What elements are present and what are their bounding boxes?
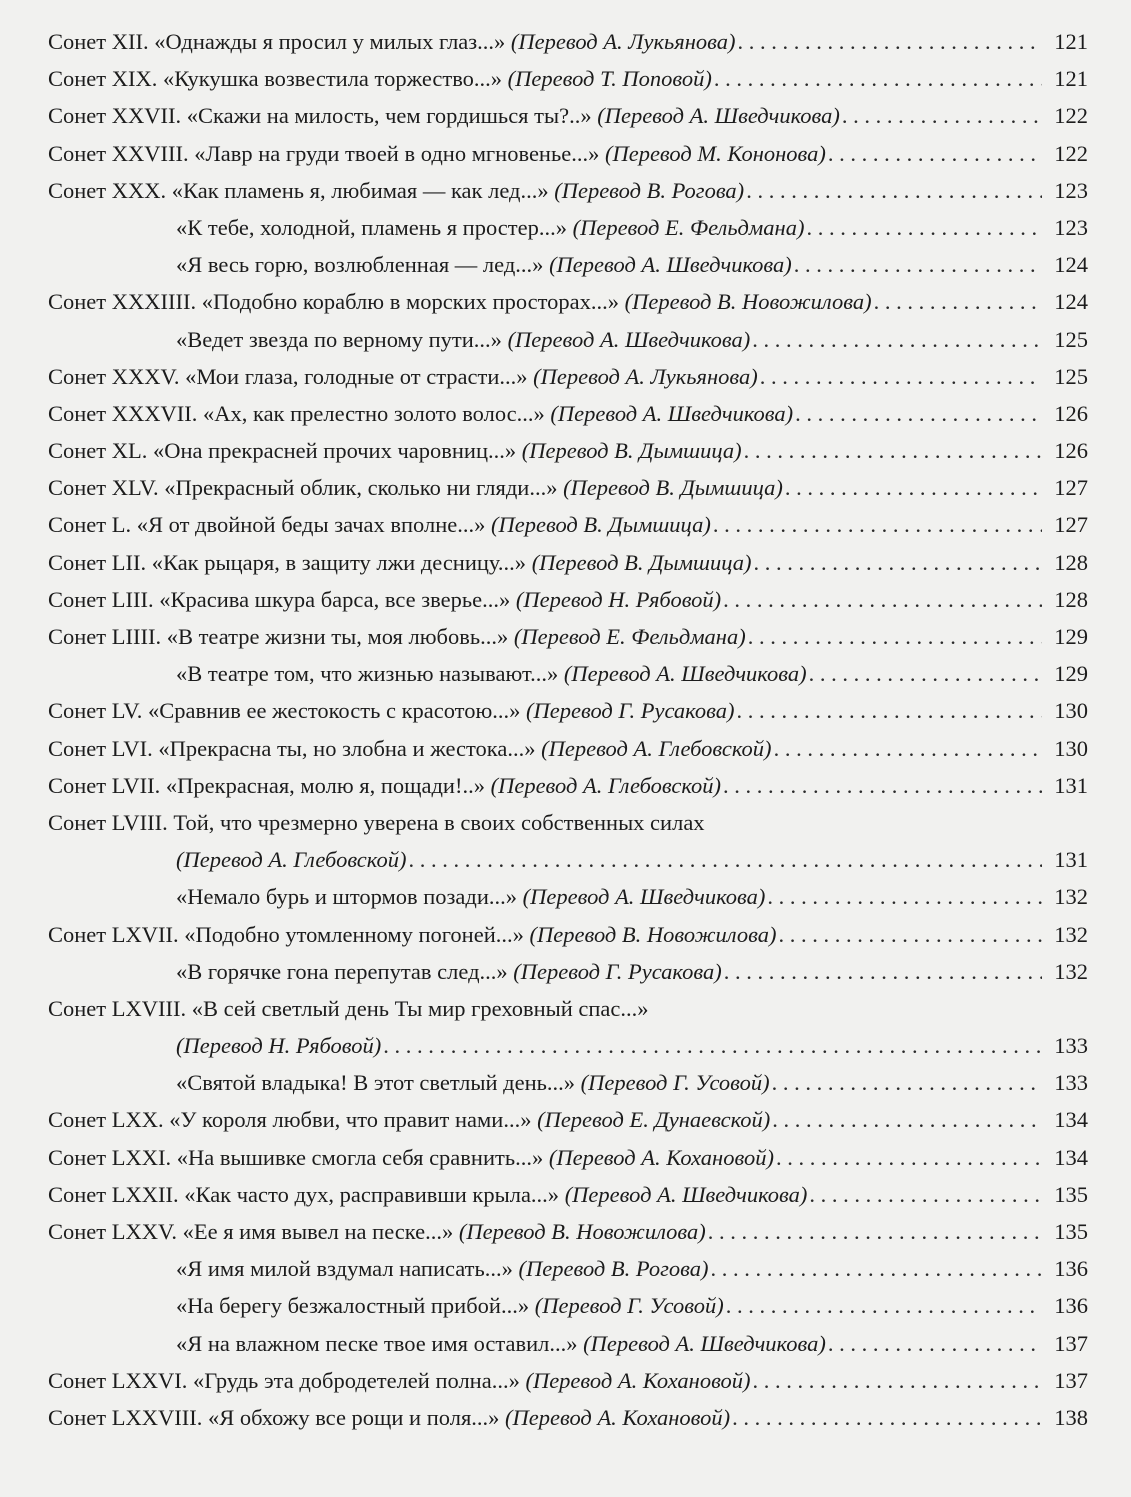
sonnet-title: «В театре том, что жизнью называют...» [176,661,564,687]
sonnet-number: Сонет LXXI. [48,1144,177,1170]
dot-leader [776,1139,1042,1176]
page-number: 126 [1054,438,1088,464]
dot-leader [748,618,1042,655]
page-number: 126 [1054,400,1088,426]
toc-entry [48,916,1088,953]
dot-leader [383,1027,1042,1064]
toc-entry-text [48,730,772,767]
page-number: 132 [1054,884,1088,910]
page-number: 127 [1054,512,1088,538]
page-number: 129 [1054,624,1088,649]
toc-entry-text [48,432,742,469]
toc-entry [48,990,1088,1027]
toc-entry-text [48,990,649,1027]
sonnet-number: Сонет LIIII. [48,624,167,649]
toc-entry-text [48,1139,774,1176]
sonnet-number: Сонет LVII. [48,772,166,798]
toc-entry-text [176,878,765,915]
translator-credit: (Перевод В. Новожилова) [624,289,872,315]
sonnet-title: «Как часто дух, расправивши крыла...» [184,1181,565,1207]
translator-credit: (Перевод М. Кононова) [604,140,826,166]
toc-entry-text [48,358,758,395]
toc-entry [48,1176,1088,1213]
translator-credit: (Перевод В. Рогова) [518,1256,709,1282]
sonnet-title: «Я имя милой вздумал написать...» [176,1256,519,1282]
page-number: 133 [1054,1070,1088,1096]
toc-entry [48,60,1088,97]
sonnet-title: «Подобно утомленному погоней...» [184,921,530,947]
page-number: 137 [1054,1367,1088,1393]
sonnet-number: Сонет LXXVI. [48,1367,193,1393]
toc-entry-text [48,506,711,543]
sonnet-title: «Прекрасная, молю я, пощади!..» [165,772,491,798]
dot-leader [736,692,1042,729]
toc-entry-text [48,97,840,134]
translator-credit: (Перевод А. Кохановой) [525,1367,751,1393]
translator-credit: (Перевод Е. Дунаевской) [537,1107,771,1133]
sonnet-title: «Я на влажном песке твое имя оставил...» [176,1330,584,1356]
sonnet-title: «Однажды я просил у милых глаз...» [154,29,511,54]
sonnet-number: Сонет LII. [48,549,152,575]
translator-credit: (Перевод В. Рогова) [554,177,745,203]
translator-credit: (Перевод А. Лукьянова) [510,29,736,54]
dot-leader [809,655,1042,692]
dot-leader [809,1176,1042,1213]
page-number: 123 [1054,214,1088,240]
toc-entry [48,1325,1088,1362]
page-number: 135 [1054,1181,1088,1207]
translator-credit: (Перевод А. Лукьянова) [533,363,758,389]
sonnet-title: «Кукушка возвестила торжество...» [162,66,508,92]
page-number: 134 [1054,1144,1088,1170]
translator-credit: (Перевод Н. Рябовой) [515,586,722,612]
toc-entry-text [48,1362,751,1399]
dot-leader [713,506,1042,543]
sonnet-title: «Сравнив ее жестокость с красотою...» [148,698,527,724]
page-number: 123 [1054,177,1088,203]
translator-credit: (Перевод Е. Фельдмана) [572,214,805,240]
toc-entry [48,506,1088,543]
dot-leader [795,395,1042,432]
toc-entry-text [48,1101,770,1138]
toc-entry-text [176,246,792,283]
toc-entry [48,172,1088,209]
dot-leader [744,432,1042,469]
sonnet-title: «В сей светлый день Ты мир греховный спас...» [191,995,649,1021]
translator-credit: (Перевод Е. Фельдмана) [513,624,746,649]
sonnet-title: «У короля любви, что правит нами...» [169,1107,538,1133]
toc-entry-text [48,1213,706,1250]
sonnet-number: Сонет LVIII. [48,809,174,835]
sonnet-title: «Я обхожу все рощи и поля...» [207,1404,506,1430]
dot-leader [753,1362,1042,1399]
dot-leader [785,469,1042,506]
sonnet-title: «Мои глаза, голодные от страсти...» [185,363,534,389]
translator-credit: (Перевод А. Глебовской) [541,735,772,761]
toc-entry-text [176,1027,381,1064]
sonnet-title: «Как пламень я, любимая — как лед...» [171,177,555,203]
page-number: 125 [1054,363,1088,389]
translator-credit: (Перевод А. Шведчикова) [549,252,792,278]
dot-leader [746,172,1042,209]
dot-leader [732,1399,1042,1436]
toc-entry [48,246,1088,283]
page-number: 132 [1054,921,1088,947]
dot-leader [708,1213,1042,1250]
dot-leader [723,581,1042,618]
sonnet-title: «К тебе, холодной, пламень я простер...» [176,214,573,240]
toc-entry-text [48,618,746,655]
toc-entry-text [176,1325,826,1362]
sonnet-title: «Подобно кораблю в морских просторах...» [201,289,625,315]
toc-entry [48,1064,1088,1101]
translator-credit: (Перевод А. Шведчикова) [597,103,840,129]
toc-entry [48,1101,1088,1138]
sonnet-number: Сонет LIII. [48,586,160,612]
toc-entry [48,23,1088,60]
toc-entry-text [48,544,752,581]
sonnet-number: Сонет XXX. [48,177,172,203]
sonnet-title: «Немало бурь и штормов позади...» [176,884,523,910]
sonnet-number: Сонет XL. [48,438,153,464]
dot-leader [767,878,1042,915]
translator-credit: (Перевод А. Шведчикова) [564,1181,808,1207]
toc-entry-text [176,1250,708,1287]
sonnet-number: Сонет XLV. [48,475,165,501]
translator-credit: (Перевод Г. Русакова) [513,958,722,984]
sonnet-number: Сонет LXVIII. [48,995,192,1021]
page-number: 121 [1054,66,1088,92]
dot-leader [726,1287,1042,1324]
toc-entry [48,469,1088,506]
page-number: 130 [1054,698,1088,724]
toc-entry-text [48,469,783,506]
translator-credit: (Перевод Г. Усовой) [580,1070,770,1096]
toc-entry-text [48,135,826,172]
page-number: 125 [1054,326,1088,352]
toc-entry-text [176,209,804,246]
sonnet-number: Сонет LXVII. [48,921,185,947]
toc-entry [48,804,1088,841]
dot-leader [723,767,1042,804]
toc-entry [48,209,1088,246]
page-number: 130 [1054,735,1088,761]
toc-entry [48,767,1088,804]
translator-credit: (Перевод А. Шведчикова) [563,661,807,687]
dot-leader [772,1064,1042,1101]
translator-credit: (Перевод В. Новожилова) [458,1219,706,1244]
toc-entry [48,1362,1088,1399]
toc-entry [48,358,1088,395]
translator-credit: (Перевод Г. Усовой) [534,1293,724,1319]
sonnet-title: «Я от двойной беды зачах вполне...» [136,512,492,538]
sonnet-title: «Прекрасна ты, но злобна и жестока...» [158,735,542,761]
toc-entry [48,878,1088,915]
page-number: 124 [1054,289,1088,315]
translator-credit: (Перевод А. Шведчикова) [507,326,751,352]
page-number: 129 [1054,661,1088,687]
page-number: 135 [1054,1219,1088,1244]
sonnet-title: Той, что чрезмерно уверена в своих собственных силах [173,809,705,835]
translator-credit: (Перевод А. Шведчикова) [583,1330,826,1356]
sonnet-number: Сонет LVI. [48,735,159,761]
dot-leader [772,1101,1042,1138]
toc-entry [48,97,1088,134]
translator-credit: (Перевод В. Дымшица) [521,438,742,464]
toc-entry-text [48,1176,807,1213]
toc-entry-text [176,1287,724,1324]
sonnet-number: Сонет XXXVII. [48,400,203,426]
translator-credit: (Перевод В. Дымшица) [563,475,783,501]
toc-entry-text [48,60,712,97]
page-number: 131 [1054,772,1088,798]
toc-entry [48,321,1088,358]
dot-leader [874,283,1042,320]
toc-entry-text [48,916,776,953]
dot-leader [738,23,1042,60]
sonnet-number: Сонет LXXVIII. [48,1404,208,1430]
translator-credit: (Перевод Т. Поповой) [507,66,712,92]
toc-entry-text [176,953,722,990]
page-number: 128 [1054,549,1088,575]
toc-entry [48,730,1088,767]
toc-entry-text [176,1064,770,1101]
sonnet-number: Сонет LXX. [48,1107,170,1133]
toc-entry-text [48,395,793,432]
toc-entry [48,953,1088,990]
sonnet-number: Сонет L. [48,512,137,538]
page-number: 136 [1054,1293,1088,1319]
toc-entry-text [48,283,872,320]
page-number: 133 [1054,1033,1088,1059]
toc-entry-text [48,581,721,618]
toc-entry [48,1027,1088,1064]
sonnet-number: Сонет LV. [48,698,149,724]
dot-leader [710,1250,1042,1287]
sonnet-title: «Ее я имя вывел на песке...» [182,1219,459,1244]
page-number: 122 [1054,140,1088,166]
toc-entry [48,692,1088,729]
toc-entry-text [48,1399,730,1436]
dot-leader [714,60,1042,97]
toc-entry [48,655,1088,692]
translator-credit: (Перевод Н. Рябовой) [176,1033,382,1059]
sonnet-title: «Она прекрасней прочих чаровниц...» [153,438,522,464]
sonnet-title: «Прекрасный облик, сколько ни гляди...» [164,475,564,501]
toc-entry-text [176,321,750,358]
sonnet-title: «Как рыцаря, в защиту лжи десницу...» [151,549,532,575]
toc-entry-text [48,172,744,209]
toc-entry-text [176,841,406,878]
sonnet-title: «Скажи на милость, чем гордишься ты?..» [186,103,598,129]
translator-credit: (Перевод А. Шведчикова) [522,884,766,910]
translator-credit: (Перевод В. Дымшица) [531,549,752,575]
translator-credit: (Перевод А. Глебовской) [490,772,722,798]
translator-credit: (Перевод Г. Русакова) [526,698,735,724]
toc-entry [48,1399,1088,1436]
dot-leader [754,544,1043,581]
page-number: 122 [1054,103,1088,129]
sonnet-number: Сонет XXXIIII. [48,289,202,315]
sonnet-title: «Святой владыка! В этот светлый день...» [176,1070,581,1096]
page-number: 128 [1054,586,1088,612]
dot-leader [842,97,1042,134]
page-number: 136 [1054,1256,1088,1282]
sonnet-title: «Лавр на груди твоей в одно мгновенье...» [194,140,605,166]
sonnet-title: «Ведет звезда по верному пути...» [176,326,508,352]
toc-entry [48,1213,1088,1250]
toc-entry [48,432,1088,469]
toc-entry [48,618,1088,655]
sonnet-title: «На берегу безжалостный прибой...» [176,1293,535,1319]
dot-leader [760,358,1042,395]
dot-leader [724,953,1042,990]
page-number: 131 [1054,847,1088,873]
page-number: 121 [1054,29,1088,54]
translator-credit: (Перевод А. Кохановой) [548,1144,774,1170]
translator-credit: (Перевод В. Дымшица) [491,512,711,538]
dot-leader [752,321,1042,358]
sonnet-title: «Красива шкура барса, все зверье...» [159,586,516,612]
dot-leader [778,916,1042,953]
sonnet-number: Сонет LXXV. [48,1219,183,1244]
toc-entry [48,1139,1088,1176]
page-number: 132 [1054,958,1088,984]
translator-credit: (Перевод В. Новожилова) [529,921,777,947]
toc-entry [48,135,1088,172]
dot-leader [828,1325,1042,1362]
sonnet-title: «Я весь горю, возлюбленная — лед...» [176,252,550,278]
page-number: 124 [1054,252,1088,278]
toc-entry-text [48,23,736,60]
sonnet-title: «На вышивке смогла себя сравнить...» [176,1144,549,1170]
sonnet-number: Сонет XXXV. [48,363,186,389]
toc-entry-text [48,804,705,841]
sonnet-number: Сонет XII. [48,29,155,54]
page-number: 127 [1054,475,1088,501]
dot-leader [828,135,1042,172]
sonnet-number: Сонет XIX. [48,66,163,92]
toc-entry [48,581,1088,618]
translator-credit: (Перевод А. Шведчикова) [550,400,794,426]
page-number: 134 [1054,1107,1088,1133]
toc-entry [48,395,1088,432]
toc-entry [48,841,1088,878]
sonnet-title: «В горячке гона перепутав след...» [176,958,514,984]
sonnet-title: «Грудь эта добродетелей полна...» [192,1367,526,1393]
toc-entry [48,1250,1088,1287]
page-number: 138 [1054,1404,1088,1430]
sonnet-number: Сонет LXXII. [48,1181,185,1207]
toc-entry [48,1287,1088,1324]
dot-leader [408,841,1042,878]
toc-entry-text [48,692,734,729]
dot-leader [794,246,1042,283]
sonnet-title: «Ах, как прелестно золото волос...» [202,400,551,426]
dot-leader [806,209,1042,246]
translator-credit: (Перевод А. Глебовской) [176,847,407,873]
toc-entry [48,544,1088,581]
toc-entry-text [48,767,721,804]
dot-leader [774,730,1042,767]
sonnet-title: «В театре жизни ты, моя любовь...» [166,624,514,649]
sonnet-number: Сонет XXVII. [48,103,187,129]
translator-credit: (Перевод А. Кохановой) [505,1404,731,1430]
toc-entry [48,283,1088,320]
toc-entry-text [176,655,807,692]
page-number: 137 [1054,1330,1088,1356]
sonnet-number: Сонет XXVIII. [48,140,195,166]
table-of-contents [48,23,1088,1436]
